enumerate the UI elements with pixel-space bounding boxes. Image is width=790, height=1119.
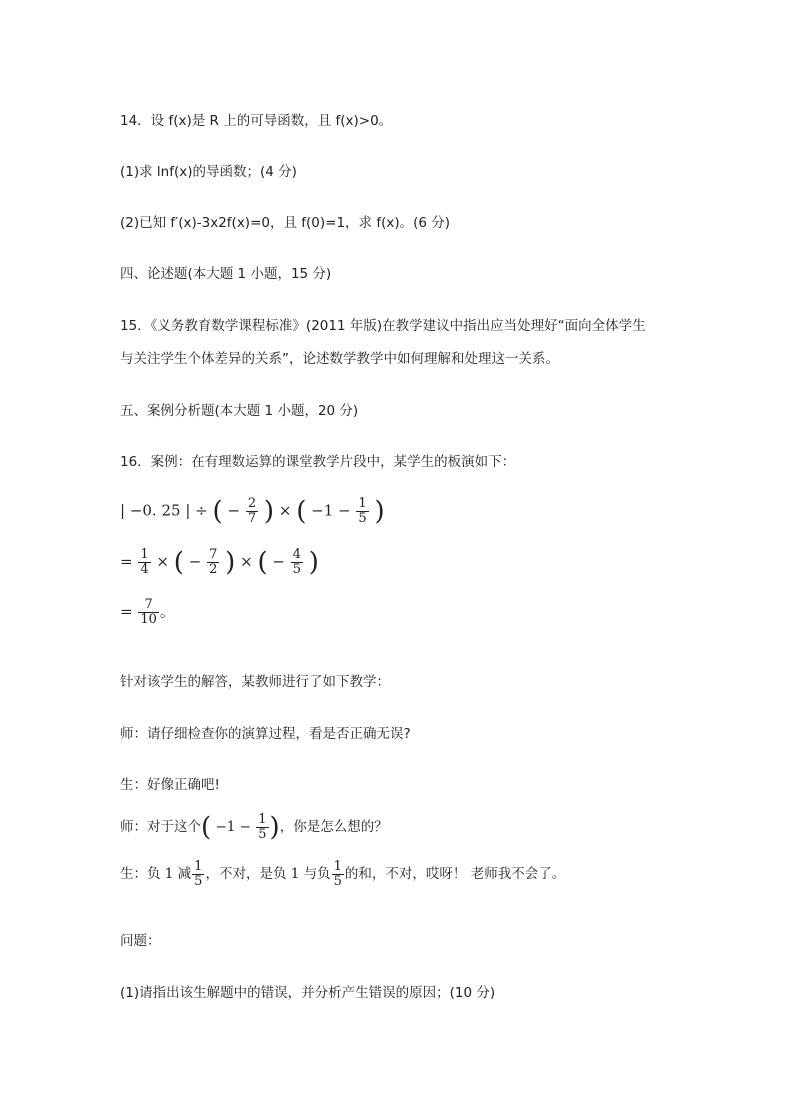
right-paren: ) <box>263 496 275 527</box>
fraction-1-5: $\frac{1}{5}$ <box>258 812 267 842</box>
math-line-3 <box>120 598 175 627</box>
divide-sign: ÷ <box>195 501 208 520</box>
teacher2-text-a: 师：对于这个 <box>120 819 201 835</box>
student-line-2 <box>120 860 565 889</box>
left-paren: ( <box>212 496 223 527</box>
equals-sign: = <box>120 602 133 621</box>
equals-sign: = <box>120 552 133 571</box>
fraction-7-2: $\frac{7}{2}$ <box>209 547 218 577</box>
math-line-2 <box>120 548 319 577</box>
student2-text-b: ，不对，是负 1 与负 <box>205 866 331 882</box>
question-1: (1)请指出该生解题中的错误，并分析产生错误的原因；(10 分) <box>120 985 496 1001</box>
neg-one: −1 <box>311 501 334 520</box>
times-sign: × <box>278 501 292 520</box>
fraction-4-5: $\frac{4}{5}$ <box>292 547 302 577</box>
student2-text-a: 生：负 1 减 <box>120 866 192 882</box>
fraction-1-5: $\frac{1}{5}$ <box>194 859 203 889</box>
teacher-line-2 <box>120 813 388 842</box>
minus-sign: − <box>188 552 202 571</box>
left-paren: ( <box>296 496 307 527</box>
right-paren: ) <box>269 812 280 843</box>
section5-heading: 五、案例分析题(本大题 1 小题，20 分) <box>120 403 359 419</box>
right-paren: ) <box>225 547 236 578</box>
minus-sign: − <box>272 552 285 571</box>
fraction-1-5: $\frac{1}{5}$ <box>333 859 342 889</box>
minus-sign: − <box>338 501 351 520</box>
fraction-2-7: $\frac{2}{7}$ <box>247 496 257 526</box>
left-paren: ( <box>257 547 268 578</box>
minus-sign: − <box>227 501 241 520</box>
right-paren: ) <box>308 547 319 578</box>
section4-heading: 四、论述题(本大题 1 小题，15 分) <box>120 266 332 282</box>
right-paren: ) <box>374 496 385 527</box>
left-paren: ( <box>201 812 212 843</box>
teacher-line-1: 师：请仔细检查你的演算过程，看是否正确无误? <box>120 726 411 742</box>
q15-line2: 与关注学生个体差异的关系”，论述数学教学中如何理解和处理这一关系。 <box>120 351 559 367</box>
question-label: 问题： <box>120 933 161 949</box>
minus-sign: − <box>239 819 251 835</box>
q15-line1: 15．《义务教育数学课程标准》(2011 年版)在教学建议中指出应当处理好“面向全体学生 <box>120 318 646 334</box>
student2-text-c: 的和，不对，哎呀！ 老师我不会了。 <box>344 866 566 882</box>
times-sign: × <box>156 552 169 571</box>
q16-transition: 针对该学生的解答，某教师进行了如下教学： <box>120 674 390 690</box>
teacher2-text-b: ，你是怎么想的？ <box>279 819 388 835</box>
left-paren: ( <box>173 547 184 578</box>
abs-value: | −0. 25 | <box>120 501 191 520</box>
q16-intro: 16．案例：在有理数运算的课堂教学片段中，某学生的板演如下： <box>120 454 516 470</box>
q14-stem: 14．设 f(x)是 R 上的可导函数，且 f(x)>0。 <box>120 113 393 129</box>
period: 。 <box>159 602 175 621</box>
math-line-1 <box>120 497 385 526</box>
q14-part2: (2)已知 f′(x)-3x2f(x)=0，且 f(0)=1，求 f(x)。(6 分) <box>120 215 451 231</box>
fraction-1-5: $\frac{1}{5}$ <box>358 496 367 526</box>
fraction-7-10: $\frac{7}{10}$ <box>140 597 157 627</box>
neg-one: −1 <box>215 819 236 835</box>
fraction-1-4: $\frac{1}{4}$ <box>140 547 149 577</box>
times-sign: × <box>240 552 253 571</box>
student-line-1: 生：好像正确吧! <box>120 777 220 793</box>
q14-part1: (1)求 lnf(x)的导函数；(4 分) <box>120 164 297 180</box>
